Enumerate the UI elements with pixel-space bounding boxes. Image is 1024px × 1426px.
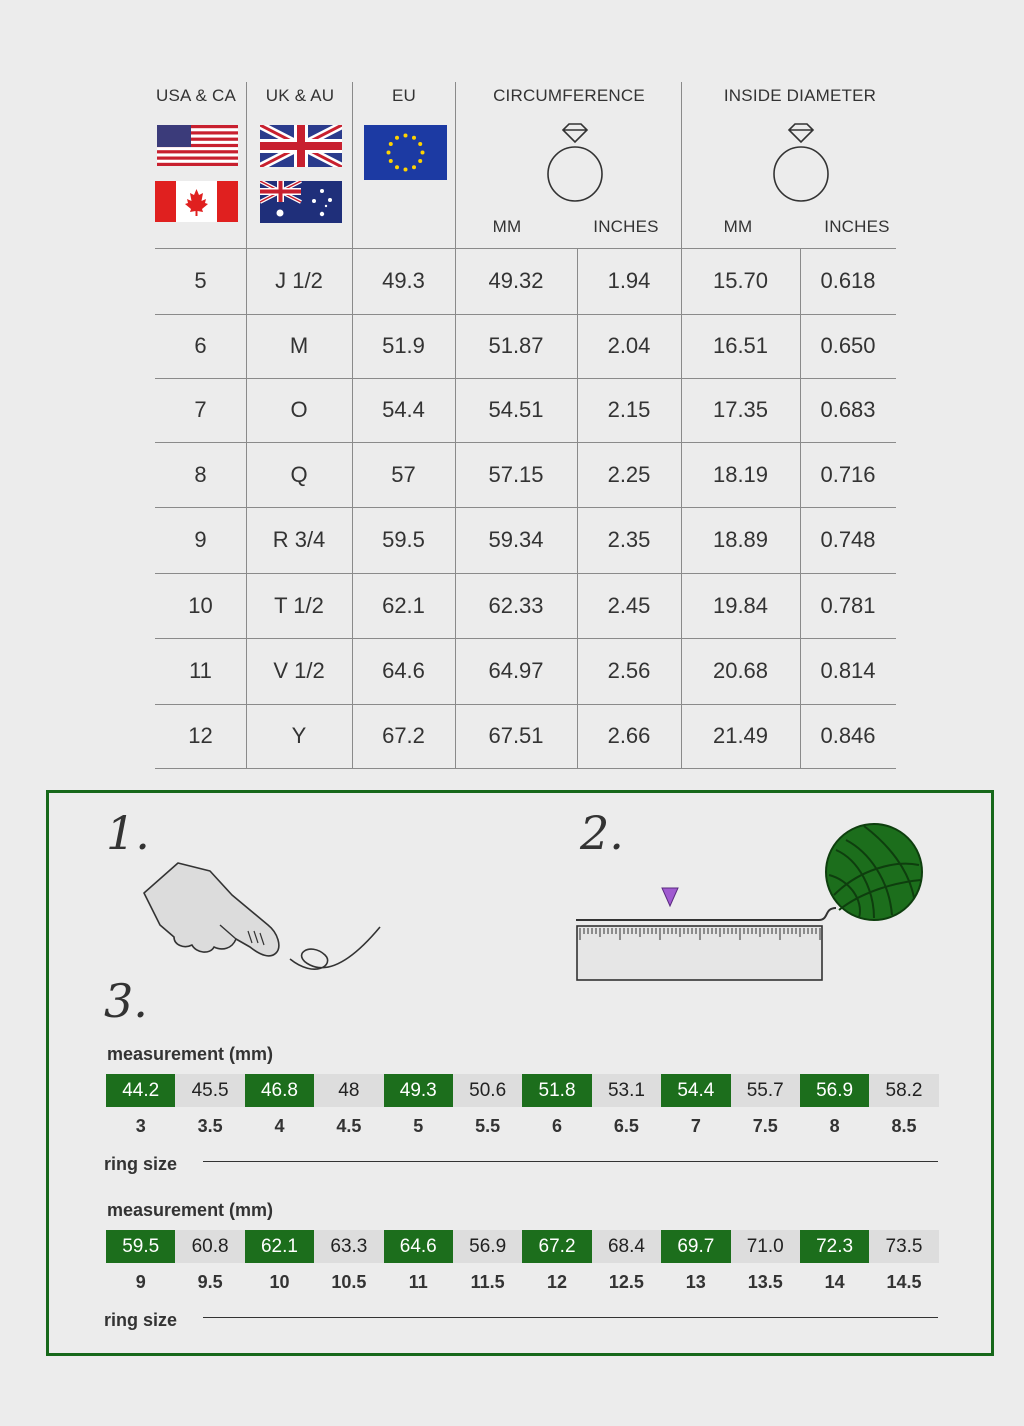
cell-eu-size: 62.1 <box>382 592 425 618</box>
ring-size-cell: 13.5 <box>747 1272 783 1292</box>
cell-circ-mm: 64.97 <box>488 658 544 683</box>
measurement-label-2: measurement (mm) <box>107 1200 274 1220</box>
ring-size-row-2 <box>106 1272 939 1293</box>
cell-circ-in: 2.56 <box>607 658 651 683</box>
ring-size-cell: 10 <box>269 1272 290 1292</box>
measurement-cell: 62.1 <box>245 1230 314 1263</box>
cell-uk-size: O <box>290 397 308 422</box>
measurement-cell: 67.2 <box>522 1230 591 1263</box>
measurement-cell: 48 <box>314 1074 383 1107</box>
ring-icon-diameter <box>770 122 832 204</box>
cell-diam-mm: 17.35 <box>712 397 769 422</box>
cell-circ-mm: 51.87 <box>488 333 544 358</box>
cell-circ-mm: 59.34 <box>488 527 544 552</box>
ring-size-cell: 9 <box>135 1272 146 1292</box>
ring-size-cell: 12 <box>547 1272 568 1292</box>
cell-us-size: 10 <box>188 592 213 618</box>
measurement-cell: 46.8 <box>245 1074 314 1107</box>
ring-size-cell: 11.5 <box>470 1272 505 1292</box>
cell-us-size: 9 <box>194 527 207 552</box>
cell-uk-size: J 1/2 <box>275 268 323 293</box>
measurement-row-2 <box>106 1230 939 1263</box>
cell-circ-in: 1.94 <box>607 268 651 293</box>
ring-size-cell: 3.5 <box>197 1116 223 1136</box>
cell-circ-mm: 54.51 <box>488 397 544 422</box>
ruler-yarn-icon <box>574 820 926 985</box>
ring-size-row-1 <box>106 1116 939 1137</box>
cell-diam-mm: 20.68 <box>712 658 769 683</box>
ring-size-cell: 14.5 <box>886 1272 922 1292</box>
header-eu: EU <box>391 86 417 105</box>
cell-diam-in: 0.683 <box>820 397 876 422</box>
cell-eu-size: 59.5 <box>382 527 425 552</box>
ring-size-cell: 4.5 <box>336 1116 362 1136</box>
measurement-cell: 69.7 <box>661 1230 730 1263</box>
measurement-cell: 56.9 <box>453 1230 522 1263</box>
cell-eu-size: 67.2 <box>382 723 425 748</box>
measurement-cell: 73.5 <box>869 1230 938 1263</box>
header-inside-diameter: INSIDE DIAMETER <box>723 86 877 105</box>
measurement-cell: 54.4 <box>661 1074 730 1107</box>
cell-diam-in: 0.716 <box>820 461 876 487</box>
cell-diam-in: 0.781 <box>820 592 876 618</box>
header-circumference: CIRCUMFERENCE <box>493 86 645 105</box>
ring-icon-circumference <box>544 122 606 204</box>
cell-diam-mm: 19.84 <box>712 592 769 618</box>
cell-diam-mm: 18.89 <box>712 527 769 552</box>
step-3-label: 3. <box>104 974 148 1028</box>
ring-size-cell: 9.5 <box>197 1272 223 1292</box>
measurement-cell: 64.6 <box>384 1230 453 1263</box>
measurement-cell: 49.3 <box>384 1074 453 1107</box>
measurement-cell: 60.8 <box>175 1230 244 1263</box>
cell-uk-size: T 1/2 <box>274 592 324 618</box>
cell-us-size: 8 <box>194 461 207 487</box>
cell-uk-size: Q <box>290 461 308 487</box>
header-circ-inches: INCHES <box>593 217 659 236</box>
ring-size-cell: 11 <box>408 1272 428 1292</box>
step-2-label: 2. <box>580 806 624 860</box>
ring-size-cell: 12.5 <box>608 1272 644 1292</box>
cell-uk-size: Y <box>291 723 307 748</box>
cell-eu-size: 51.9 <box>382 333 425 358</box>
cell-diam-in: 0.748 <box>820 527 876 552</box>
ring-size-label-1: ring size <box>104 1154 178 1174</box>
measurement-cell: 51.8 <box>522 1074 591 1107</box>
ring-size-label-2: ring size <box>104 1310 178 1330</box>
cell-diam-in: 0.618 <box>820 268 876 293</box>
cell-circ-in: 2.04 <box>607 333 651 358</box>
cell-diam-in: 0.650 <box>820 333 876 358</box>
cell-circ-in: 2.45 <box>607 592 651 618</box>
cell-circ-mm: 49.32 <box>488 268 544 293</box>
header-usa-ca: USA & CA <box>155 86 237 105</box>
cell-us-size: 6 <box>194 333 207 358</box>
measurement-label-1: measurement (mm) <box>107 1044 274 1064</box>
measurement-cell: 55.7 <box>731 1074 800 1107</box>
cell-diam-in: 0.846 <box>820 723 876 748</box>
measurement-cell: 53.1 <box>592 1074 661 1107</box>
cell-circ-in: 2.25 <box>607 461 651 487</box>
canada-flag-icon <box>155 181 238 222</box>
header-diam-mm: MM <box>723 217 753 236</box>
cell-us-size: 12 <box>188 723 213 748</box>
ring-size-cell: 4 <box>274 1116 285 1136</box>
australia-flag-icon <box>260 181 342 223</box>
measurement-cell: 63.3 <box>314 1230 383 1263</box>
cell-diam-mm: 15.70 <box>712 268 769 293</box>
header-circ-mm: MM <box>492 217 522 236</box>
cell-eu-size: 64.6 <box>382 658 425 683</box>
measurement-cell: 44.2 <box>106 1074 175 1107</box>
cell-eu-size: 49.3 <box>382 268 425 293</box>
ring-size-cell: 8 <box>829 1116 840 1136</box>
header-uk-au: UK & AU <box>265 86 335 105</box>
ring-size-cell: 7.5 <box>752 1116 778 1136</box>
ring-size-cell: 3 <box>135 1116 146 1136</box>
cell-diam-mm: 16.51 <box>712 333 769 358</box>
header-diam-inches: INCHES <box>824 217 890 236</box>
cell-eu-size: 57 <box>391 461 416 487</box>
cell-circ-in: 2.66 <box>607 723 651 748</box>
cell-diam-mm: 18.19 <box>712 461 769 487</box>
cell-diam-mm: 21.49 <box>712 723 769 748</box>
cell-circ-in: 2.35 <box>607 527 651 552</box>
ring-size-cell: 13 <box>685 1272 706 1292</box>
cell-us-size: 7 <box>194 397 207 422</box>
measurement-cell: 45.5 <box>175 1074 244 1107</box>
cell-circ-mm: 67.51 <box>488 723 544 748</box>
cell-circ-in: 2.15 <box>607 397 651 422</box>
measurement-cell: 72.3 <box>800 1230 869 1263</box>
ring-size-cell: 6.5 <box>613 1116 639 1136</box>
cell-eu-size: 54.4 <box>382 397 425 422</box>
cell-us-size: 5 <box>194 268 207 293</box>
measurement-cell: 71.0 <box>731 1230 800 1263</box>
ring-size-cell: 10.5 <box>331 1272 367 1292</box>
ring-size-cell: 6 <box>552 1116 563 1136</box>
cell-uk-size: M <box>289 333 309 358</box>
step-1-label: 1. <box>106 806 150 860</box>
ring-size-cell: 14 <box>824 1272 845 1292</box>
finger-string-icon <box>140 855 390 980</box>
cell-circ-mm: 57.15 <box>488 461 544 487</box>
eu-flag-icon <box>364 125 447 180</box>
cell-circ-mm: 62.33 <box>488 592 544 618</box>
measurement-cell: 58.2 <box>869 1074 938 1107</box>
measurement-cell: 68.4 <box>592 1230 661 1263</box>
cell-uk-size: V 1/2 <box>273 658 325 683</box>
uk-flag-icon <box>260 125 342 167</box>
measurement-cell: 50.6 <box>453 1074 522 1107</box>
cell-diam-in: 0.814 <box>820 658 876 683</box>
ring-size-cell: 7 <box>690 1116 701 1136</box>
measurement-cell: 56.9 <box>800 1074 869 1107</box>
ring-size-cell: 5 <box>413 1116 424 1136</box>
cell-uk-size: R 3/4 <box>272 527 326 552</box>
ring-size-cell: 5.5 <box>475 1116 501 1136</box>
measurement-row-1 <box>106 1074 939 1107</box>
ring-size-cell: 8.5 <box>891 1116 917 1136</box>
usa-flag-icon <box>157 125 238 166</box>
measurement-cell: 59.5 <box>106 1230 175 1263</box>
cell-us-size: 11 <box>189 658 212 683</box>
